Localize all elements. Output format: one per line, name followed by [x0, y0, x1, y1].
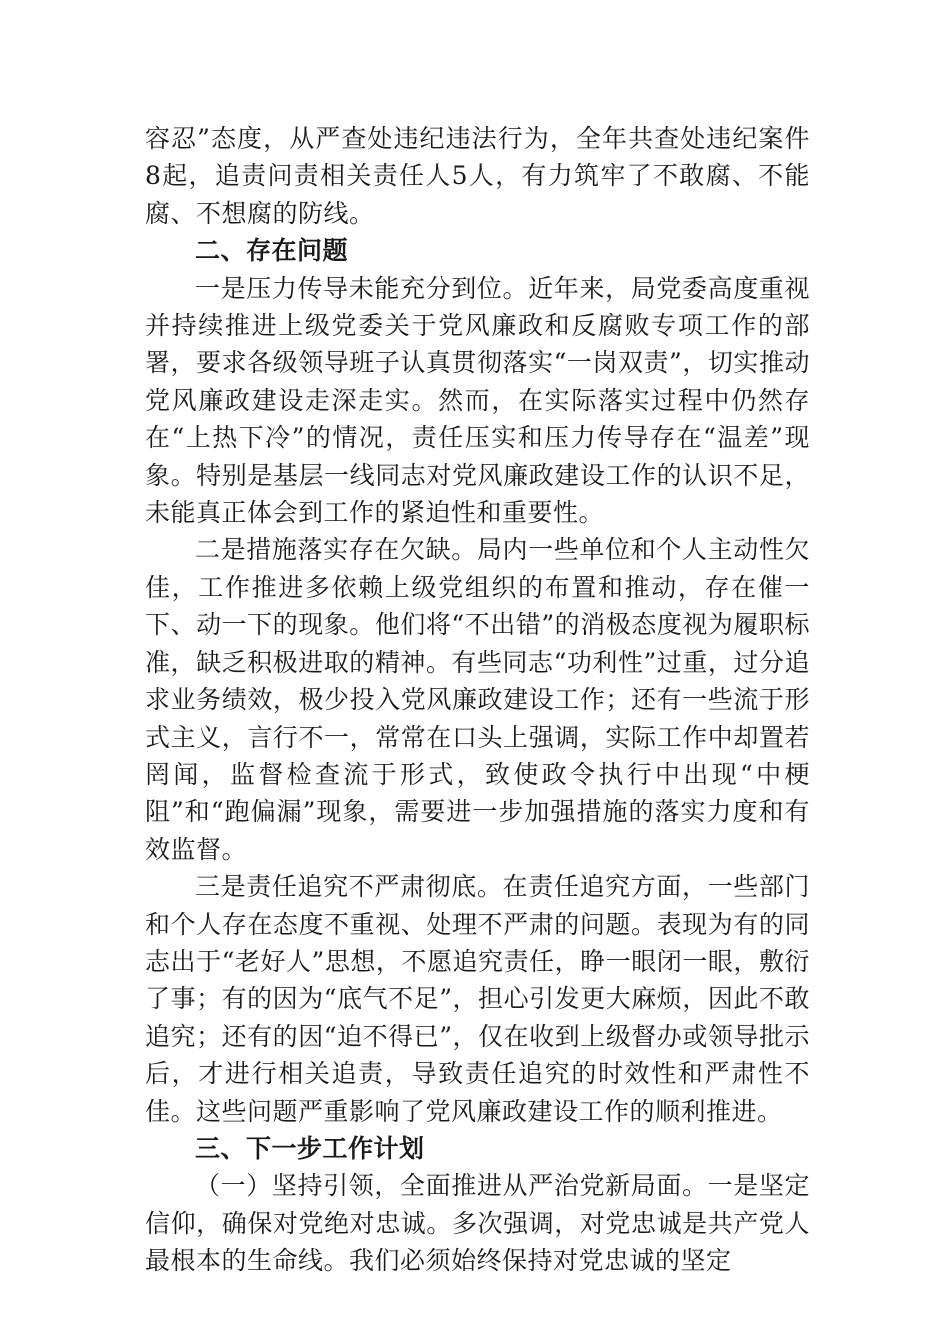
document-body	[145, 120, 810, 1280]
paragraph-accountability: 三是责任追究不严肃彻底。在责任追究方面，一些部门和个人存在态度不重视、处理不严肃的问题。表现为有的同志出于“老好人”思想，不愿追究责任，睁一眼闭一眼，敷衍了事；有的因为“底气不足”，担心引发更大麻烦，因此不敢追究；还有的因“迫不得已”，仅在收到上级督办或领导批示后，才进行相关追责，导致责任追究的时效性和严肃性不佳。这些问题严重影响了党风廉政建设工作的顺利推进。	[145, 872, 810, 1126]
paragraph-measures: 二是措施落实存在欠缺。局内一些单位和个人主动性欠佳，工作推进多依赖上级党组织的布置和推动，存在催一下、动一下的现象。他们将“不出错”的消极态度视为履职标准，缺乏积极进取的精神。有些同志“功利性”过重，过分追求业务绩效，极少投入党风廉政建设工作；还有一些流于形式主义，言行不一，常常在口头上强调，实际工作中却置若罔闻，监督检查流于形式，致使政令执行中出现“中梗阻”和“跑偏漏”现象，需要进一步加强措施的落实力度和有效监督。	[145, 535, 810, 864]
paragraph-pressure: 一是压力传导未能充分到位。近年来，局党委高度重视并持续推进上级党委关于党风廉政和反腐败专项工作的部署，要求各级领导班子认真贯彻落实“一岗双责”，切实推动党风廉政建设走深走实。然而，在实际落实过程中仍然存在“上热下冷”的情况，责任压实和压力传导存在“温差”现象。特别是基层一线同志对党风廉政建设工作的认识不足，未能真正体会到工作的紧迫性和重要性。	[145, 273, 810, 528]
section-heading-next-plan: 三、下一步工作计划	[195, 1133, 425, 1163]
section-heading-problems: 二、存在问题	[195, 236, 349, 266]
paragraph-continuation: 容忍”态度，从严查处违纪违法行为，全年共查处违纪案件8起，追责问责相关责任人5人，有力筑牢了不敢腐、不能腐、不想腐的防线。	[145, 124, 810, 228]
paragraph-plan-one: （一）坚持引领，全面推进从严治党新局面。一是坚定信仰，确保对党绝对忠诚。多次强调，对党忠诚是共产党人最根本的生命线。我们必须始终保持对党忠诚的坚定	[145, 1171, 810, 1276]
